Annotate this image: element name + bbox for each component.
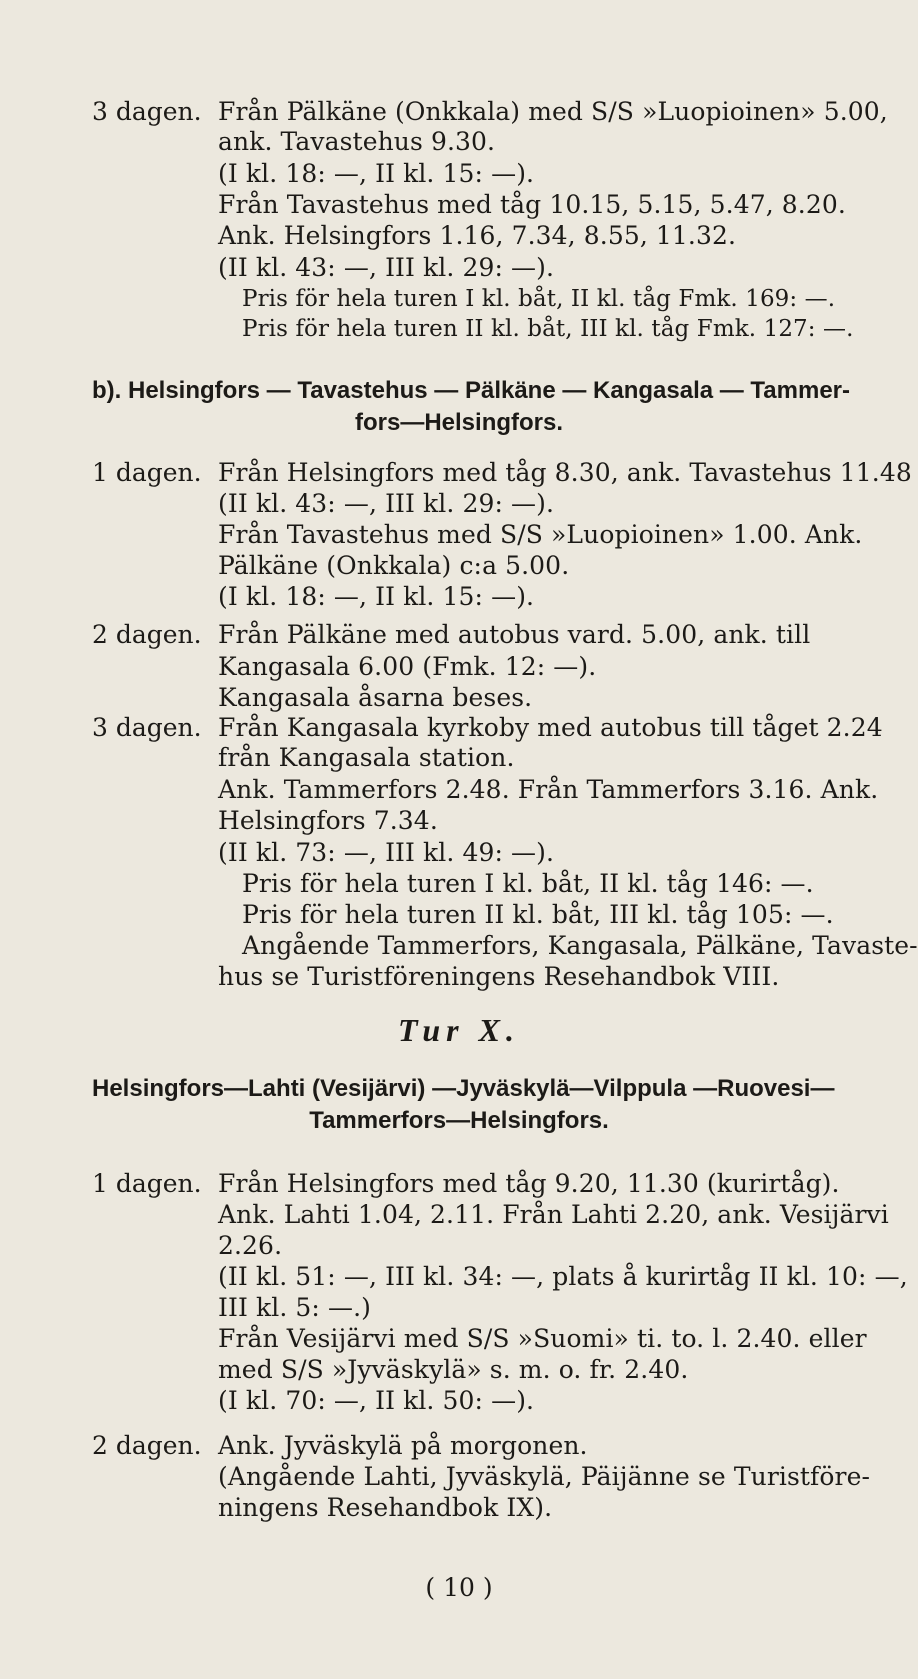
text-line: Ank. Tammerfors 2.48. Från Tammerfors 3.16. Ank. [218,775,879,804]
text-line: Ank. Helsingfors 1.16, 7.34, 8.55, 11.32. [218,221,737,250]
text-line: Från Pälkäne (Onkkala) med S/S »Luopioinen» 5.00, [218,97,888,126]
text-line: hus se Turistföreningens Resehandbok VIII. [218,962,780,991]
route-heading-line: b). Helsingfors — Tavastehus — Pälkäne — Kangasala — Tammer- [92,377,851,404]
text-line: Från Pälkäne med autobus vard. 5.00, ank. till [218,620,811,649]
text-line: Från Tavastehus med tåg 10.15, 5.15, 5.47, 8.20. [218,190,846,219]
route-heading-line: Helsingfors—Lahti (Vesijärvi) —Jyväskylä—Vilppula —Ruovesi— [92,1075,835,1102]
text-line: Kangasala åsarna beses. [218,683,533,712]
route-heading-line: Tammerfors—Helsingfors. [309,1107,609,1134]
text-line: (II kl. 51: —, III kl. 34: —, plats å kurirtåg II kl. 10: —, [218,1262,908,1291]
text-line: ningens Resehandbok IX). [218,1493,553,1522]
text-line: Pälkäne (Onkkala) c:a 5.00. [218,551,570,580]
route-heading-line: fors—Helsingfors. [354,409,564,436]
text-line: Från Tavastehus med S/S »Luopioinen» 1.00. Ank. [218,520,863,549]
text-line: Ank. Lahti 1.04, 2.11. Från Lahti 2.20, ank. Vesijärvi [218,1200,889,1229]
day-label: 1 dagen. [92,458,202,487]
text-line: (II kl. 43: —, III kl. 29: —). [218,253,555,282]
text-line: Från Kangasala kyrkoby med autobus till tåget 2.24 [218,713,883,742]
price-line: Pris för hela turen I kl. båt, II kl. tåg Fmk. 169: —. [242,286,836,312]
text-line: (I kl. 18: —, II kl. 15: —). [218,582,535,611]
page-number: ( 10 ) [425,1573,493,1602]
text-line: Kangasala 6.00 (Fmk. 12: —). [218,652,597,681]
price-line: Pris för hela turen II kl. båt, III kl. tåg Fmk. 127: —. [242,316,854,342]
text-line: med S/S »Jyväskylä» s. m. o. fr. 2.40. [218,1355,689,1384]
text-line: III kl. 5: —.) [218,1293,371,1322]
text-line: (Angående Lahti, Jyväskylä, Päijänne se Turistföre- [218,1462,871,1491]
day-label: 2 dagen. [92,1431,202,1460]
text-line: (I kl. 18: —, II kl. 15: —). [218,159,535,188]
day-label: 1 dagen. [92,1169,202,1198]
day-label: 3 dagen. [92,97,202,126]
text-line: (I kl. 70: —, II kl. 50: —). [218,1386,535,1415]
tour-title: Tur X. [398,1012,520,1048]
text-line: Från Helsingfors med tåg 9.20, 11.30 (kurirtåg). [218,1169,840,1198]
price-line: Pris för hela turen I kl. båt, II kl. tåg 146: —. [242,869,814,898]
text-line: ank. Tavastehus 9.30. [218,127,496,156]
text-line: Ank. Jyväskylä på morgonen. [218,1431,588,1460]
text-line: (II kl. 73: —, III kl. 49: —). [218,838,555,867]
text-line: Från Vesijärvi med S/S »Suomi» ti. to. l. 2.40. eller [218,1324,867,1353]
text-line: (II kl. 43: —, III kl. 29: —). [218,489,555,518]
text-line: 2.26. [218,1231,283,1260]
text-line: Från Helsingfors med tåg 8.30, ank. Tavastehus 11.48 [218,458,912,487]
day-label: 2 dagen. [92,620,202,649]
text-line: Angående Tammerfors, Kangasala, Pälkäne, Tavaste- [242,931,918,960]
text-line: Helsingfors 7.34. [218,806,438,835]
price-line: Pris för hela turen II kl. båt, III kl. tåg 105: —. [242,900,834,929]
day-label: 3 dagen. [92,713,202,742]
text-line: från Kangasala station. [218,743,515,772]
